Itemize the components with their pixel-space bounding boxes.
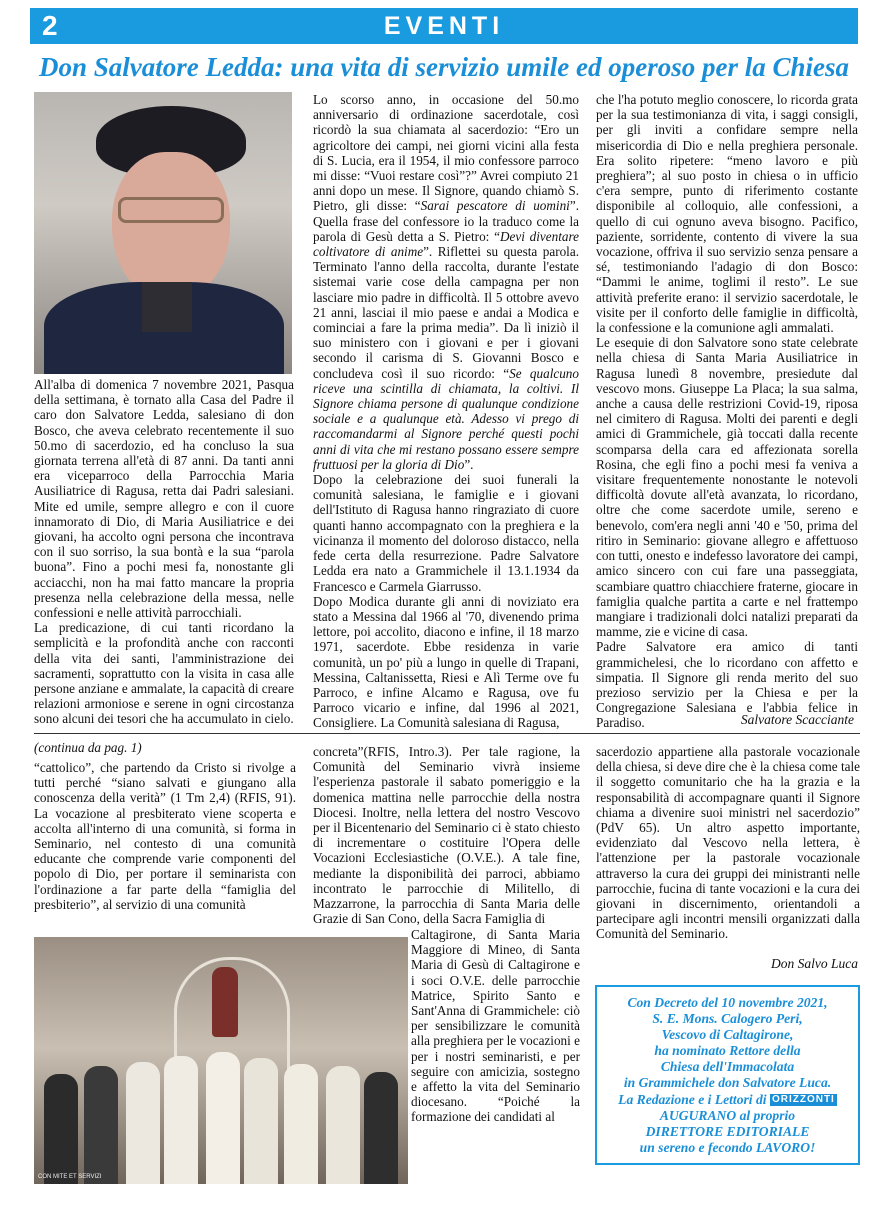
orizzonti-logo: ORIZZONTI xyxy=(771,1094,835,1106)
article-paragraph: Le esequie di don Salvatore sono state celebrate nella chiesa di Santa Maria Ausiliatrice in Ragusa lunedì 8 novembre, presiedute dal vescovo mons. Giuseppe La Placa; la sua salma, anche a causa delle restrizioni Covid-19, riposa nel cimitero di Ragusa. Molti dei parenti e degli amici di Grammichele, già toccati dalla recente scomparsa della cara ed affezionata sorella Rosina, che egli fino a pochi mesi fa veniva a visitare frequentemente nonostante le notevoli difficoltà dovute all'età avanzata, lo ricordano, oltre che come sacerdote umile, sereno e benevolo, com'era negli anni '40 e '50, prima del ritiro in Seminario: giovane allegro e affettuoso con tutti, onesto e indefesso lavoratore dei campi, amico sincero con cui fare una passeggiata, scambiare quattro chiacchiere fraterne, giocare in famiglia qualche partita a carte e nel frattempo mangiare i tradizionali dolci natalizi preparati da mamme, zie e vicine di casa. xyxy=(596,335,858,640)
announcement-box: Con Decreto del 10 novembre 2021, S. E. Mons. Calogero Peri, Vescovo di Caltagirone, ha nominato Rettore della Chiesa dell'Immacolata in Grammichele don Salvatore Luca. La Redazione e i Lettori di ORIZZONTI AUGURANO al proprio DIRETTORE EDITORIALE un sereno e fecondo LAVORO! xyxy=(595,985,860,1165)
continuation-column-3: sacerdozio appartiene alla pastorale vocazionale della chiesa, si deve dire che è la chiesa come tale il soggetto comunitario che ha la grazia e la responsabilità di accompagnare quanti il Signore chiama a divenire suoi ministri nel sacerdozio” (PdV 65). Un altro aspetto importante, evidenziato dal Vescovo nella lettera, è l'attenzione per la pastorale vocazionale attraverso la cura dei gruppi dei ministranti nelle parrocchie, fucina di tante vocazioni e la cura dei giovani in discernimento, orientandoli a partecipare agli incontri mensili organizzati dalla Comunità del Seminario. xyxy=(596,744,860,942)
article-column-2 xyxy=(313,92,579,731)
article-title: Don Salvatore Ledda: una vita di servizio umile ed operoso per la Chiesa xyxy=(39,52,849,82)
article-paragraph: Dopo Modica durante gli anni di noviziato era stato a Messina dal 1966 al '70, divenendo prima lettore, poi accolito, diacono e infine, il 18 marzo 1971, sacerdote. Ebbe residenza in varie comunità, un po' più a lungo in quelle di Trapani, Messina, Caltanissetta, Riesi e Alì Terme ove fu Parroco, e infine Alcamo e Ragusa, ove fu Parroco vicario e infine, dal 1996 al 2021, Consigliere. La Comunità salesiana di Ragusa, xyxy=(313,593,579,731)
portrait-photo xyxy=(34,92,292,374)
article-paragraph: Padre Salvatore era amico di tanti grammichelesi, che lo ricordano con affetto e simpatia. Il Signore gli renda merito del suo prezioso servizio per la Chiesa e per la Congregazione Salesiana e l'abbia felice in Paradiso. xyxy=(596,639,858,731)
article-paragraph: che l'ha potuto meglio conoscere, lo ricorda grata per la sua testimonianza di vita, i saggi consigli, per gli inviti a confidare sempre nella misericordia di Dio e nella preghiera personale. Era solito ripetere: “meno lavoro e più preghiera”; al suo posto in chiesa o in ufficio c'era sempre, punto di riferimento costante disponibile al colloquio, alle confessioni, a quello di cui ognuno aveva bisogno. Pacifico, paziente, sorridente, contento di vivere la sua vocazione, offriva il suo servizio senza pensare a sé, testimoniando l'adagio di don Bosco: “Dammi le anime, toglimi il resto”. Le sue attività preferite erano: il servizio sacerdotale, le visite per il conforto delle famiglie in difficoltà, la confessione e la comunione agli ammalati. xyxy=(596,92,858,336)
page-number: 2 xyxy=(42,10,58,41)
continuation-signature: Don Salvo Luca xyxy=(771,956,858,971)
section-divider xyxy=(34,733,860,734)
article-paragraph: Dopo la celebrazione dei suoi funerali la comunità salesiana, le famiglie e i giovani dell'Istituto di Ragusa hanno ringraziato di cuore quanti hanno accompagnato con la preghiera e la vicinanza il momento del doloroso distacco, nella fede certa della resurrezione. Padre Salvatore Ledda era nato a Grammichele il 13.1.1934 da Francesco e Carmela Giarrusso. xyxy=(313,472,579,594)
article-paragraph: All'alba di domenica 7 novembre 2021, Pasqua della settimana, è tornato alla Casa del Padre il caro don Salvatore Ledda, salesiano di don Bosco, che aveva celebrato recentemente il suo 50.mo di sacerdozio, ed ha concluso la sua giornata terrena all'età di 87 anni. Da tanti anni era viceparroco della Parrocchia Maria Ausiliatrice di Ragusa, retta dai Padri salesiani. Mite ed umile, sempre allegro e con il cuore innamorato di Dio, di Maria Ausiliatrice e dei giovani, ha accolto ogni persona che incontrava con il suo sorriso, la sua bontà e la sua “parola buona”. Fino a pochi mesi fa, nonostante gli acciacchi, non ha mai fatto mancare la propria presenza nella celebrazione della messa, nelle confessioni e nelle attività parrocchiali. xyxy=(34,377,294,621)
continuation-column-2-bottom: Caltagirone, di Santa Maria Maggiore di Mineo, di Santa Maria di Gesù di Caltagirone e i soci O.V.E. delle parrocchie Matrice, Spirito Santo e Sant'Anna di Grammichele: ciò per sensibilizzare le comunità alla preghiera per le vocazioni e per i nostri seminaristi, e per seguire con amicizia, sostegno e affetto la vita del Seminario diocesano. “Poiché la formazione dei candidati al xyxy=(411,927,580,1125)
continuation-column-2-top: concreta”(RFIS, Intro.3). Per tale ragione, la Comunità del Seminario vivrà insieme l'esperienza pastorale il sabato pomeriggio e la domenica mattina nelle parrocchie della nostra Diocesi. Inoltre, nella lettera del nostro Vescovo per il Bicentenario del Seminario ci è stato chiesto di incrementare o costituire l'Opera delle Vocazioni Ecclesiastiche (O.V.E.). A tale fine, mediante la disponibilità dei parroci, abbiamo incontrato le parrocchie di Militello, di Mazzarrone, la parrocchia di Santa Maria delle Grazie di San Cono, della Sacra Famiglia di xyxy=(313,744,580,927)
article-signature: Salvatore Scacciante xyxy=(740,712,854,727)
photo-caption: CON MITE ET SERVIZI xyxy=(38,1174,102,1180)
article-column-1 xyxy=(34,377,294,727)
group-photo xyxy=(34,937,408,1184)
continuation-label: (continua da pag. 1) xyxy=(34,740,142,755)
article-paragraph: Lo scorso anno, in occasione del 50.mo anniversario di ordinazione sacerdotale, così ricordò la sua chiamata al sacerdozio: “Ero un agricoltore dei campi, nei giorni vicini alla festa di S. Lucia, era il 1954, il mio confessore parroco mi disse: “Vuoi restare così”?” Avrei compiuto 21 anni dopo un mese. Il Signore, quando chiamò S. Pietro, gli disse: “Sarai pescatore di uomini”. Quella frase del confessore io la traduco come la parola di Gesù detta a S. Pietro: “Devi diventare coltivatore di anime”. Riflettei su questa parola. Terminato l'anno della raccolta, durante l'estate sistemai varie cose della campagna per non lasciare mio padre in difficoltà. Il 5 ottobre avevo 21 anni, lasciai il mio paese e andai a Modica e cominciai a fare la prima media”. Da lì iniziò il suo ministero con i giovani e per i giovani secondo il carisma di S. Giovanni Bosco e concludeva così il suo ricordo: “Se qualcuno riceve una scintilla di chiamata, la coltivi. Il Signore chiama persone di qualunque condizione sociale e a qualunque età. Adesso vi prego di raccomandarmi al Signore perché questi pochi anni di vita che mi restano possano essere sempre fruttuosi per la gloria di Dio”. xyxy=(313,92,579,472)
section-title: EVENTI xyxy=(383,12,505,40)
continuation-column-1: “cattolico”, che partendo da Cristo si rivolge a tutti perché “siano salvati e giungano alla conoscenza della verità” (1 Tm 2,4) (RFIS, 91). La vocazione al presbiterato viene scoperta e accolta all'interno di una comunità, si forma in Seminario, nel contesto di una comunità educante che comprende varie componenti del popolo di Dio, per portare il seminarista con l'ordinazione a far parte della “famiglia del presbiterio”, al servizio di una comunità xyxy=(34,760,296,912)
article-column-3 xyxy=(596,92,858,731)
article-paragraph: La predicazione, di cui tanti ricordano la semplicità e la profondità anche con racconti della vita dei santi, l'amministrazione dei sacramenti, soprattutto con la visita in casa alle persone anziane e ammalate, la capacità di creare relazioni armoniose e serene in ogni circostanza sono alcuni dei tesori che ha accumulato in cielo. xyxy=(34,620,294,727)
section-header-bar xyxy=(30,8,858,44)
